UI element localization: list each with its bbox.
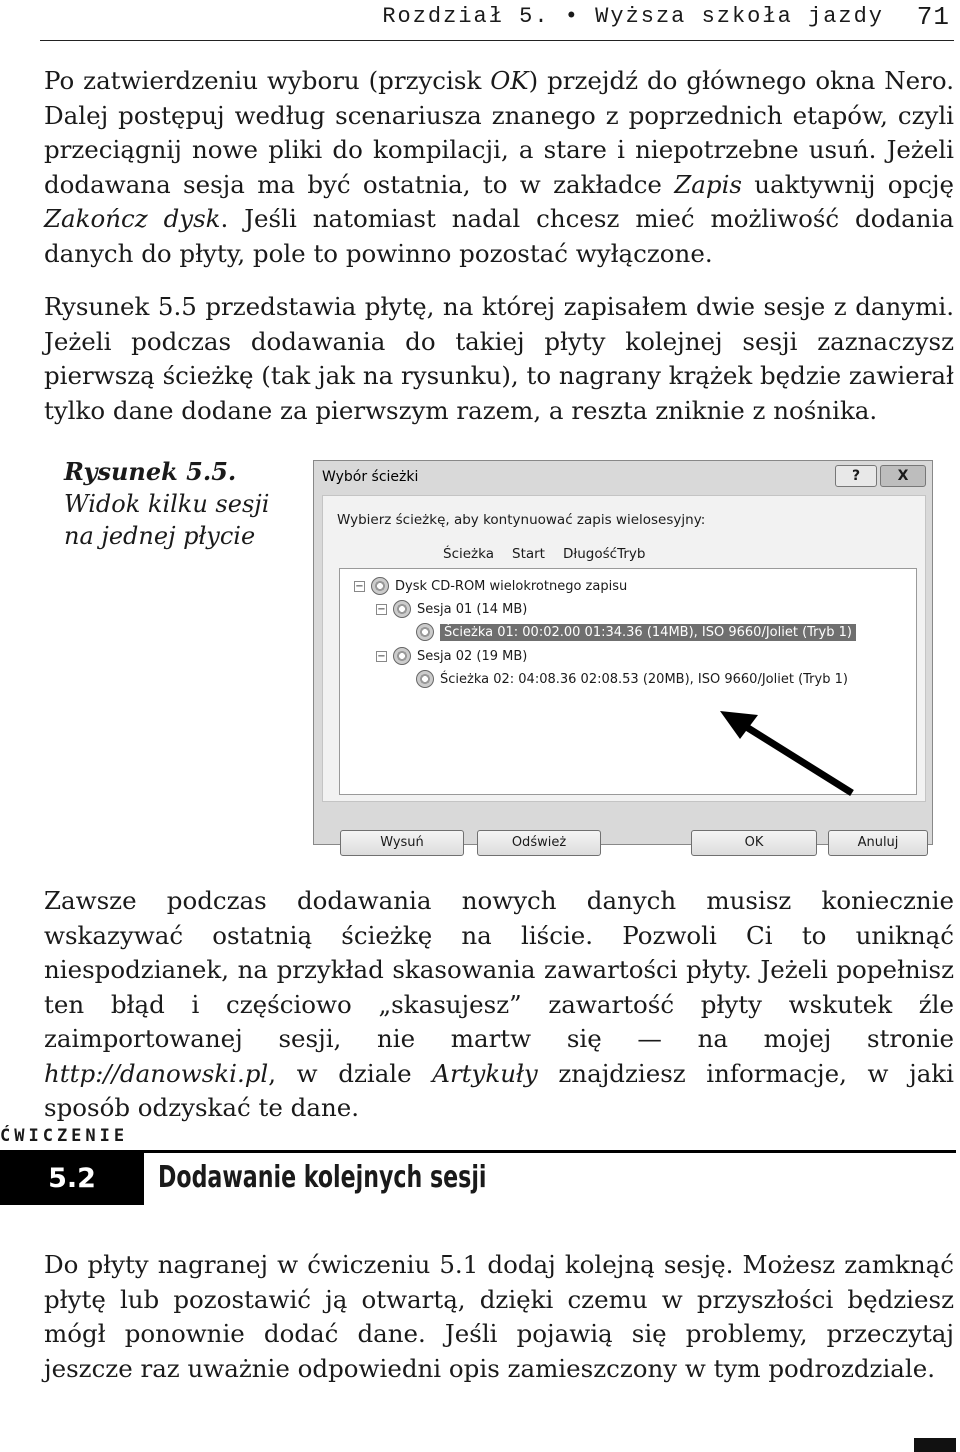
exercise-title: Dodawanie kolejnych sesji: [158, 1160, 487, 1195]
track-icon: [416, 670, 434, 688]
tree-node-track-2[interactable]: Ścieżka 02: 04:08.36 02:08.53 (20MB), ISO 9660/Joliet (Tryb 1): [416, 670, 848, 688]
close-button[interactable]: X: [880, 465, 926, 487]
tree-node-session-1[interactable]: − Sesja 01 (14 MB): [377, 601, 528, 617]
paragraph-3: Zawsze podczas dodawania nowych danych musisz koniecznie wskazywać ostatnią ścieżkę na liście. Pozwoli Ci to uniknąć niespodzianek, na przykład skasowania zawartości płyty. Jeżeli popełnisz ten błąd i częściowo „skasujesz” zawartość płyty wskutek źle zaimportowanej sesji, nie martw się — na mojej stronie http://danowski.pl, w dziale Artykuły znajdziesz informacje, w jaki sposób odzyskać te dane.: [44, 886, 954, 1122]
collapse-icon[interactable]: −: [377, 603, 386, 615]
figure-caption: [64, 456, 304, 552]
column-headers: [443, 546, 663, 562]
paragraph-1: Po zatwierdzeniu wyboru (przycisk OK) przejdź do głównego okna Nero. Dalej postępuj według scenariusza znanego z poprzednich etapów, czyli przeciągnij nowe pliki do kompilacji, a stare i niepotrzebne usuń. Jeżeli dodawana sesja ma być ostatnia, to w zakładce Zapis uaktywnij opcję Zakończ dysk. Jeśli natomiast nadal chcesz mieć możliwość dodania danych do płyty, pole to powinno pozostać wyłączone.: [44, 66, 955, 268]
collapse-icon[interactable]: −: [355, 580, 364, 592]
figure-caption-text: Widok kilku sesji na jednej płycie: [64, 490, 270, 550]
cancel-button[interactable]: Anuluj: [828, 830, 928, 856]
column-header-mode[interactable]: Tryb: [617, 546, 646, 562]
session-icon: [393, 647, 411, 665]
column-header-track[interactable]: Ścieżka: [443, 546, 494, 562]
tree-node-session-2[interactable]: − Sesja 02 (19 MB): [377, 648, 528, 664]
page-corner-mark: [914, 1438, 956, 1452]
ok-term: OK: [490, 66, 529, 95]
running-header: [40, 0, 954, 41]
exercise-label: ĆWICZENIE: [0, 1126, 129, 1146]
collapse-icon[interactable]: −: [377, 650, 386, 662]
column-header-length[interactable]: Długość: [562, 546, 618, 562]
chapter-title: Rozdział 5. • Wyższa szkoła jazdy: [382, 4, 884, 29]
exercise-text: Do płyty nagranej w ćwiczeniu 5.1 dodaj kolejną sesję. Możesz zamknąć płytę lub pozostawić ją otwartą, dzięki czemu w przyszłości będziesz mógł ponownie dodać dane. Jeśli pojawią się problemy, przeczytaj jeszcze raz uważnie odpowiedni opis zamieszczony w tym podrozdziale.: [44, 1250, 954, 1383]
track-selection-dialog: [313, 460, 933, 850]
eject-button[interactable]: Wysuń: [340, 830, 464, 856]
figure-number: Rysunek 5.5.: [64, 457, 237, 486]
zapis-term: Zapis: [674, 169, 742, 199]
website-link[interactable]: http://danowski.pl: [44, 1058, 269, 1088]
articles-section: Artykuły: [432, 1058, 538, 1088]
tree-node-track-1[interactable]: Ścieżka 01: 00:02.00 01:34.36 (14MB), ISO 9660/Joliet (Tryb 1): [416, 623, 856, 641]
pointer-arrow-icon: [720, 709, 860, 799]
ok-button[interactable]: OK: [691, 830, 817, 856]
help-button[interactable]: ?: [835, 465, 877, 487]
track-icon: [416, 623, 434, 641]
session-icon: [393, 600, 411, 618]
track-tree[interactable]: [339, 568, 917, 795]
column-header-start[interactable]: Start: [512, 546, 545, 562]
tree-node-disc[interactable]: − Dysk CD-ROM wielokrotnego zapisu: [355, 578, 628, 594]
exercise-number: 5.2: [0, 1153, 144, 1205]
page-number: 71: [916, 2, 950, 32]
paragraph-2: Rysunek 5.5 przedstawia płytę, na której zapisałem dwie sesje z danymi. Jeżeli podczas dodawania do takiej płyty kolejnej sesji zaznaczysz pierwszą ścieżkę (tak jak na rysunku), to nagrany krążek będzie zawierał tylko dane dodane za pierwszym razem, a reszta zniknie z nośnika.: [44, 292, 954, 425]
dialog-prompt: Wybierz ścieżkę, aby kontynuować zapis wielosesyjny:: [337, 512, 706, 528]
dialog-title: Wybór ścieżki: [322, 469, 419, 485]
zakoncz-term: Zakończ dysk: [44, 204, 221, 233]
refresh-button[interactable]: Odśwież: [477, 830, 601, 856]
cd-icon: [371, 577, 389, 595]
dialog-body: [322, 495, 926, 802]
